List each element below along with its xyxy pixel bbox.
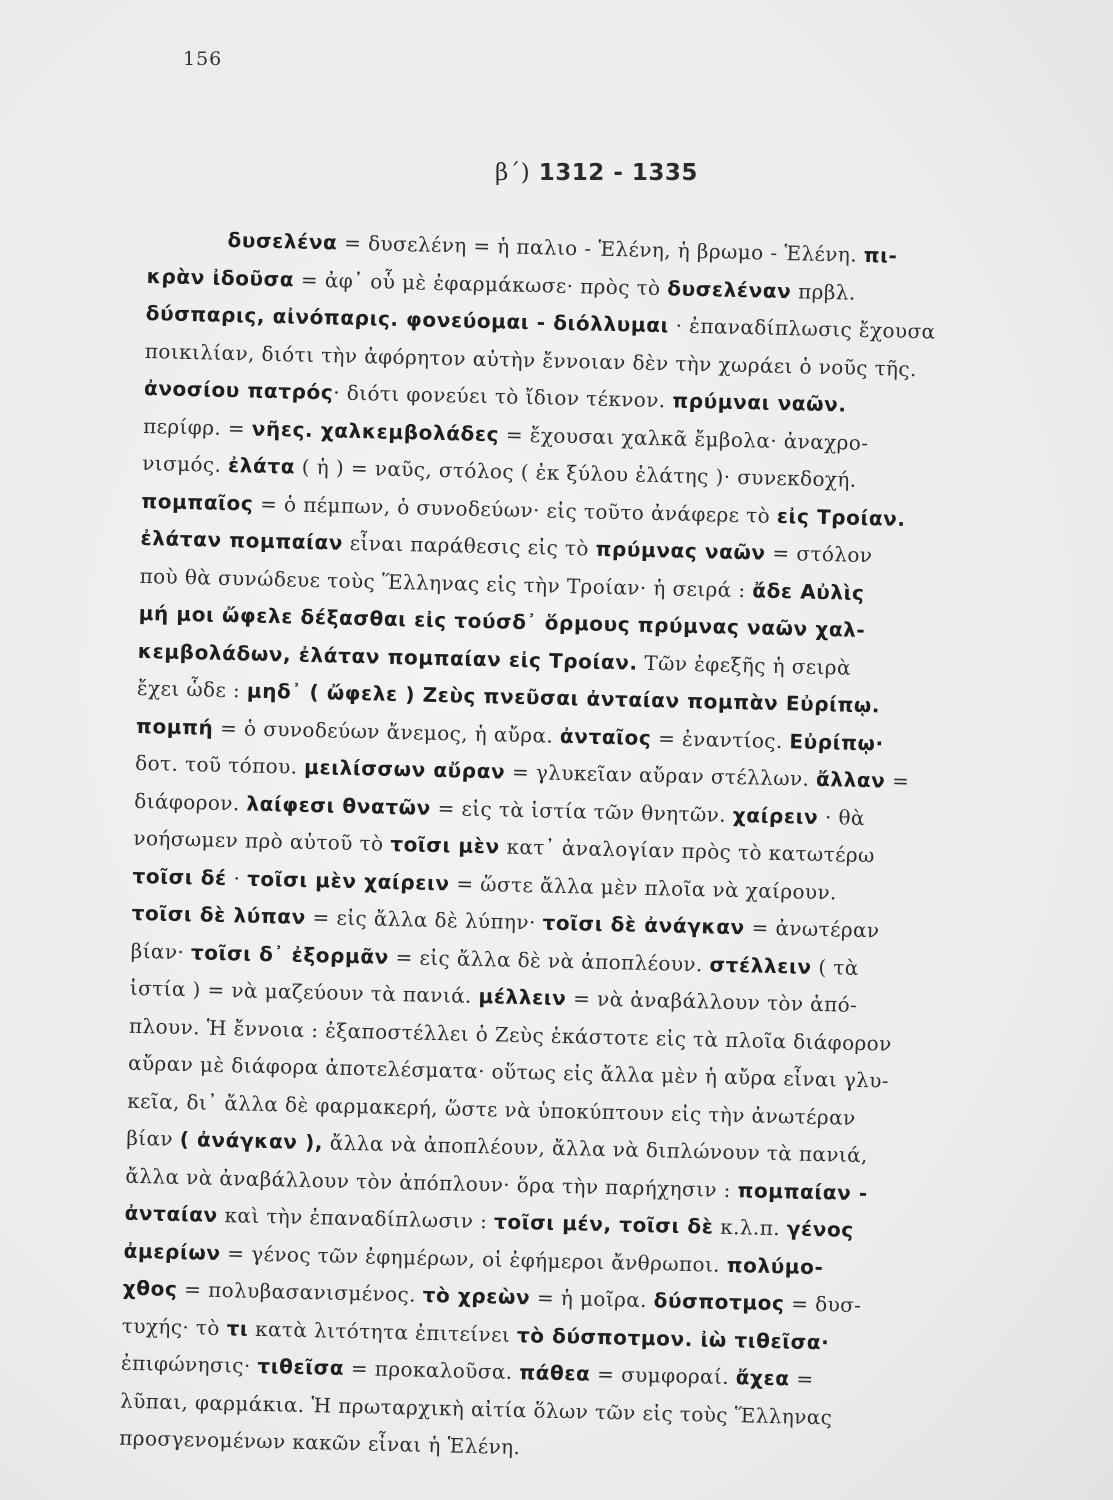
lemma-term: ( ἀνάγκαν ), — [179, 1127, 324, 1155]
gloss-text: = δυσελένη = ἡ παλιο - Ἑλένη, ἡ βρωμο - Ἑλένη. — [337, 230, 865, 267]
gloss-text: = ἡ μοῖρα. — [529, 1285, 654, 1313]
gloss-text: περίφρ. = — [142, 413, 253, 441]
lemma-term: τοῖσι δὲ ἀνάγκαν — [542, 910, 746, 940]
lemma-term: τοῖσι μὲν χαίρειν — [246, 866, 450, 895]
lemma-term: δύσποτμος — [653, 1288, 785, 1316]
gloss-text: = ὁ πέμπων, ὁ συνοδεύων· εἰς τοῦτο ἀνάφερε τὸ — [253, 491, 778, 528]
gloss-text: αὔραν μὲ διάφορα ἀποτελέσματα· οὕτως εἰς ἄλλα μὲν ἡ αὔρα εἶναι γλυ- — [127, 1050, 890, 1093]
gloss-text: ἔχει ὧδε : — [136, 675, 248, 703]
lemma-term: δυσελέναν — [667, 275, 792, 303]
lemma-term: ἀνοσίου πατρός — [143, 375, 334, 405]
lemma-term: ἄδε Αὐλὶς — [752, 577, 865, 605]
gloss-text: = ὁ συνοδεύων ἄνεμος, ἡ αὔρα. — [213, 715, 561, 748]
gloss-text: λῦπαι, φαρμάκια. Ἡ πρωταρχικὴ αἰτία ὅλων τῶν εἰς τοὺς Ἕλληνας — [119, 1388, 833, 1429]
gloss-text: = εἰς τὰ ἱστία τῶν θνητῶν. — [430, 795, 734, 827]
gloss-text: βίαν — [126, 1125, 181, 1152]
gloss-text: ( ἡ ) = ναῦς, στόλος ( ἐκ ξύλου ἐλάτης )· συνεκδοχή. — [294, 454, 857, 492]
lemma-term: χθος — [122, 1275, 178, 1301]
gloss-text: ( τὰ — [811, 954, 859, 980]
gloss-text: = συμφοραί. — [590, 1361, 737, 1390]
lemma-term: δυσελένα — [227, 227, 338, 255]
gloss-text: = ἔχουσαι χαλκᾶ ἔμβολα· ἀναχρο- — [498, 421, 869, 455]
lemma-term: τοῖσι δ᾽ ἐξορμᾶν — [190, 939, 390, 969]
lemma-term: μέλλειν — [478, 984, 567, 1011]
lemma-term: πομπαίαν - — [737, 1177, 869, 1205]
gloss-text: κατὰ λιτότητα ἐπιτείνει — [248, 1316, 518, 1347]
gloss-text: = γλυκεῖαν αὔραν στέλλων. — [505, 759, 817, 791]
gloss-text: · — [226, 865, 248, 891]
gloss-text: εἶναι παράθεσις εἰς τὸ — [342, 530, 596, 561]
gloss-text: ἄλλα νὰ ἀποπλέουν, ἄλλα νὰ διπλώνουν τὰ πανιά, — [322, 1130, 869, 1168]
lemma-term: ἀμερίων — [123, 1238, 221, 1265]
lemma-term: πρύμνας ναῶν — [595, 536, 766, 565]
section-heading — [495, 160, 698, 186]
commentary-body — [119, 220, 1018, 1478]
lemma-term: τοῖσι μέν, τοῖσι δὲ — [493, 1209, 714, 1239]
lemma-term: τοῖσι δὲ λύπαν — [131, 900, 307, 929]
gloss-text: = εἰς ἄλλα δὲ νὰ ἀποπλέουν. — [388, 944, 710, 976]
gloss-text: βίαν· — [130, 938, 192, 964]
lemma-term: τὸ δύσποτμον. ἰὼ τιθεῖσα· — [516, 1322, 830, 1354]
page-number: 156 — [183, 48, 223, 70]
lemma-term: Εὐρίπῳ· — [789, 728, 884, 755]
lemma-term: τοῖσι μὲν — [389, 831, 501, 859]
lemma-term: εἰς Τροίαν. — [776, 503, 906, 531]
section-line-range: 1312 - 1335 — [538, 160, 698, 186]
gloss-text: = νὰ ἀναβάλλουν τὸν ἀπό- — [566, 986, 858, 1017]
lemma-term: λαίφεσι θνατῶν — [246, 790, 432, 820]
lemma-term: δύσπαρις, αἰνόπαρις. φονεύομαι - διόλλυμαι — [145, 300, 670, 338]
gloss-text: καὶ τὴν ἐπαναδίπλωσιν : — [217, 1202, 495, 1234]
lemma-term: ἀνταῖος — [559, 723, 652, 750]
lemma-term: χαίρειν — [732, 802, 819, 829]
lemma-term: ἄχεα — [735, 1365, 790, 1391]
lemma-term: τι — [226, 1315, 249, 1341]
lemma-term: κρὰν ἰδοῦσα — [146, 263, 295, 291]
lemma-term: ἐλάταν πομπαίαν — [140, 525, 344, 555]
lemma-term: τιθεῖσα — [257, 1353, 345, 1380]
lemma-term: πρύμναι ναῶν. — [672, 388, 847, 417]
gloss-text: τυχής· τὸ — [121, 1313, 227, 1340]
lemma-term: μειλίσσων αὔραν — [303, 754, 506, 784]
lemma-term: ἄλλαν — [815, 766, 886, 793]
lemma-term: πομπαῖος — [141, 488, 254, 516]
lemma-term: πομπή — [135, 713, 214, 740]
lemma-term: γένος — [786, 1216, 855, 1242]
gloss-text: νισμός. — [141, 450, 229, 477]
gloss-text: = ὥστε ἄλλα μὲν πλοῖα νὰ χαίρουν. — [449, 870, 838, 904]
lemma-term: ἀνταίαν — [124, 1200, 219, 1227]
gloss-text: = προκαλοῦσα. — [343, 1355, 520, 1385]
lemma-term: πάθεα — [518, 1360, 591, 1386]
gloss-text: = ἀνωτέραν — [744, 915, 880, 943]
lemma-term: νῆες. χαλκεμβολάδες — [251, 416, 500, 446]
gloss-text: · ἐπαναδίπλωσις ἔχουσα — [668, 313, 936, 344]
lemma-term: τοῖσι δέ — [132, 863, 228, 890]
gloss-text: = πολυβασανισμένος. — [177, 1276, 423, 1307]
gloss-text: δοτ. τοῦ τόπου. — [134, 750, 305, 779]
lemma-term: στέλλειν — [709, 951, 812, 979]
lemma-term: τὸ χρεὼν — [422, 1282, 531, 1310]
gloss-text: = ἀφ᾽ οὗ μὲ ἐφαρμάκωσε· πρὸς τὸ — [293, 266, 668, 300]
section-label: β΄) — [495, 160, 531, 186]
gloss-text: = εἰς ἄλλα δὲ λύπην· — [305, 904, 543, 935]
lemma-term: κεμβολάδων, ἐλάταν πομπαίαν εἰς Τροίαν. — [137, 638, 639, 675]
gloss-text: κ.λ.π. — [713, 1214, 788, 1241]
gloss-text: = γένος τῶν ἐφημέρων, οἱ ἐφήμεροι ἄνθρωποι. — [220, 1240, 728, 1277]
gloss-text: ποικιλίαν, διότι τὴν ἀφόρητον αὐτὴν ἔννοιαν δὲν τὴν χωράει ὁ νοῦς τῆς. — [144, 338, 918, 381]
gloss-text: = — [789, 1366, 814, 1391]
lemma-term: πι- — [863, 242, 898, 268]
gloss-text: = — [885, 768, 910, 794]
gloss-text: = δυσ- — [784, 1291, 862, 1318]
gloss-text: κεῖα, δι᾽ ἄλλα δὲ φαρμακερή, ὥστε νὰ ὑποκύπτουν εἰς τὴν ἀνωτέραν — [126, 1088, 856, 1130]
lemma-term: πολύμο- — [726, 1252, 824, 1279]
gloss-text: νοήσωμεν πρὸ αὐτοῦ τὸ — [133, 825, 391, 856]
lemma-term: μή μοι ὤφελε δέξασθαι εἰς τούσδ᾽ ὅρμους πρύμνας ναῶν χαλ- — [138, 600, 866, 643]
gloss-text: · διότι φονεύει τὸ ἴδιον τέκνον. — [333, 380, 673, 413]
gloss-text: κατ᾽ ἀναλογίαν πρὸς τὸ κατωτέρω — [499, 834, 876, 868]
gloss-text: Τῶν ἐφεξῆς ἡ σειρὰ — [637, 650, 852, 680]
gloss-text: = στόλον — [765, 540, 873, 568]
lemma-term: μηδ᾽ ( ὤφελε ) Ζεὺς πνεῦσαι ἀνταίαν πομπὰν Εὐρίπῳ. — [246, 678, 881, 718]
gloss-text: προσγενομένων κακῶν εἶναι ἡ Ἑλένη. — [119, 1425, 521, 1460]
lemma-term: ἐλάτα — [227, 452, 296, 479]
gloss-text: = ἐναντίος. — [651, 725, 790, 753]
gloss-text: ἄλλα νὰ ἀναβάλλουν τὸν ἀπόπλουν· ὅρα τὴν παρήχησιν : — [125, 1163, 738, 1202]
gloss-text: · θὰ — [817, 804, 866, 830]
gloss-text: ἐπιφώνησις· — [120, 1350, 258, 1378]
gloss-text: πλουν. Ἡ ἔννοια : ἐξαποστέλλει ὁ Ζεὺς ἑκάστοτε εἰς τὰ πλοῖα διάφορον — [128, 1013, 893, 1056]
gloss-text: ἱστία ) = νὰ μαζεύουν τὰ πανιά. — [129, 975, 479, 1008]
gloss-text: διάφορον. — [134, 788, 247, 815]
gloss-text: πρβλ. — [791, 278, 856, 305]
gloss-text: ποὺ θὰ συνώδευε τοὺς Ἕλληνας εἰς τὴν Τροίαν· ἡ σειρά : — [139, 563, 753, 602]
